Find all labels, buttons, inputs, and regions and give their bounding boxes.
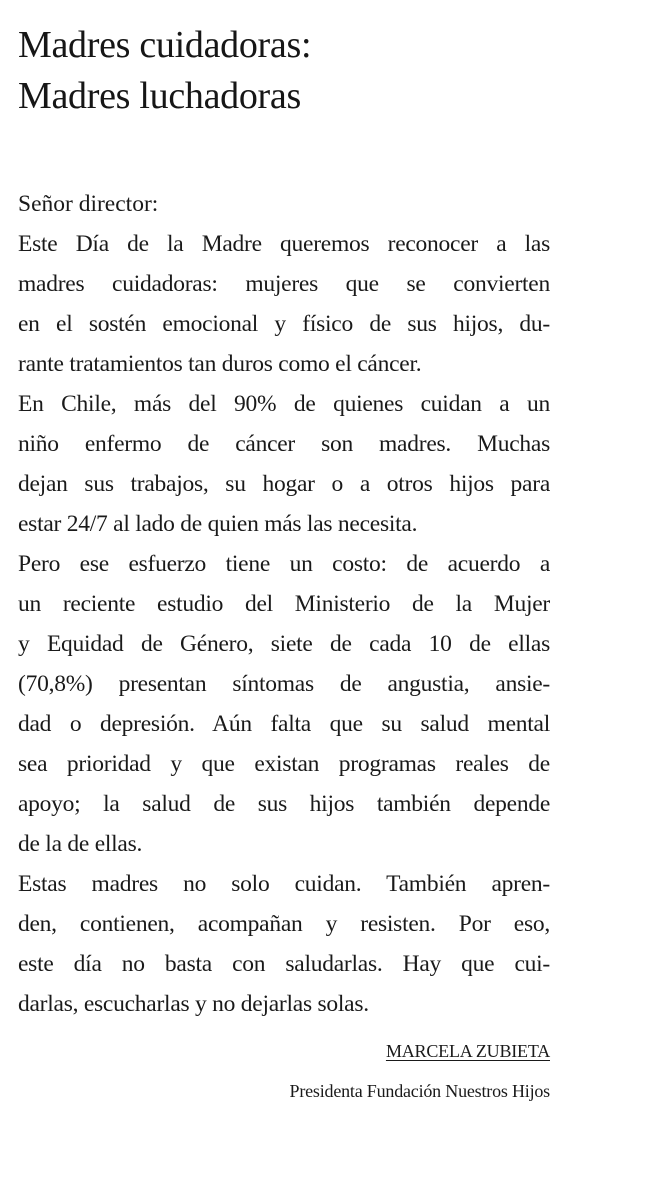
body-text-line: dad o depresión. Aún falta que su salud mental bbox=[18, 711, 550, 737]
headline-line-2: Madres luchadoras bbox=[18, 75, 301, 117]
body-text-line: un reciente estudio del Ministerio de la Mujer bbox=[18, 591, 550, 617]
body-text-line: este día no basta con saludarlas. Hay que cui- bbox=[18, 951, 550, 977]
body-text-line: estar 24/7 al lado de quien más las necesita. bbox=[18, 511, 418, 537]
body-text-line: madres cuidadoras: mujeres que se convierten bbox=[18, 271, 550, 297]
body-text-line: Pero ese esfuerzo tiene un costo: de acuerdo a bbox=[18, 551, 550, 577]
body-text-line: y Equidad de Género, siete de cada 10 de ellas bbox=[18, 631, 550, 657]
body-text-line: den, contienen, acompañan y resisten. Por eso, bbox=[18, 911, 550, 937]
body-text-line: apoyo; la salud de sus hijos también depende bbox=[18, 791, 550, 817]
headline-line-1: Madres cuidadoras: bbox=[18, 24, 312, 66]
body-text-line: rante tratamientos tan duros como el cáncer. bbox=[18, 351, 422, 377]
letter-article bbox=[18, 20, 550, 1102]
body-text-line: En Chile, más del 90% de quienes cuidan a un bbox=[18, 391, 550, 417]
body-text-line: Estas madres no solo cuidan. También apren- bbox=[18, 871, 550, 897]
letter-headline bbox=[18, 20, 550, 122]
letter-salutation: Señor director: bbox=[18, 191, 159, 217]
signature-name: MARCELA ZUBIETA bbox=[385, 1041, 550, 1061]
body-text-line: niño enfermo de cáncer son madres. Muchas bbox=[18, 431, 550, 457]
body-text-line: sea prioridad y que existan programas reales de bbox=[18, 751, 550, 777]
body-text-line: de la de ellas. bbox=[18, 831, 143, 857]
signature-role: Presidenta Fundación Nuestros Hijos bbox=[289, 1081, 550, 1101]
body-text-line: darlas, escucharlas y no dejarlas solas. bbox=[18, 991, 369, 1017]
body-text-line: dejan sus trabajos, su hogar o a otros hijos para bbox=[18, 471, 550, 497]
letter-signature bbox=[18, 1040, 550, 1102]
body-text-line: (70,8%) presentan síntomas de angustia, ansie- bbox=[18, 671, 550, 697]
letter-body bbox=[18, 224, 550, 1024]
body-text-line: en el sostén emocional y físico de sus hijos, du- bbox=[18, 311, 550, 337]
body-text-line: Este Día de la Madre queremos reconocer a las bbox=[18, 231, 550, 257]
